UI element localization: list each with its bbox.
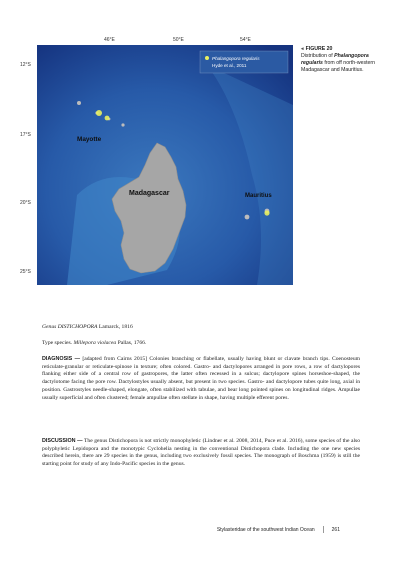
- diagnosis-body: [adapted from Cairns 2015] Colonies branching or flabellate, usually having blunt or clavate branch tips. Coenosteum reticulate-granular or reticulate-spinose in texture; often colored. Gastro- and dactylopores arranged in pore rows, a row of dactylopores flanking either side of a central row of gastropores, the latter often recessed in a sulcus; dactylopore spines horseshoe-shaped, the dactylotome facing the pore row. Dactylostyles usually absent, but present in two species. Gastro- and dactylopore tubes quite long, axial in position. Gastrostyles needle-shaped, elongate, often stabilized with tabulae, and bear long pointed spines on longitudinal ridges. Ampullae usually superficial and often clustered; female ampullae often stellate in shape, having multiple efferent pores.: [42, 356, 360, 401]
- latitude-tick: 12°S: [20, 62, 31, 68]
- legend-marker: [205, 56, 209, 60]
- label-madagascar: Madagascar: [129, 190, 170, 197]
- page-number: 261: [331, 526, 340, 533]
- latitude-tick: 20°S: [20, 200, 31, 206]
- running-title: Stylasteridae of the southwest Indian Ocean: [216, 526, 315, 533]
- latitude-tick: 25°S: [20, 269, 31, 275]
- caption-text: from off north-western Madagascar and Mauritius.: [301, 60, 376, 73]
- island: [245, 215, 250, 220]
- legend-text: Phalangopora regularis: [212, 56, 260, 61]
- caption-text: Distribution of: [301, 53, 333, 59]
- discussion-body: The genus Distichopora is not strictly monophyletic (Lindner et al. 2008, 2014, Puce et al. 2016), some species of the also polyphyletic Lepidopora and the monotypic Cyclohelia nesting in the conventional Distichopora clade. Including the one new species described herein, there are 29 species in the genus, including two exclusively fossil species. The monograph of Boschma (1959) is still the starting point for study of any Indo-Pacific species in the genus.: [42, 438, 360, 468]
- map-graphic: [37, 45, 293, 285]
- page-footer: [217, 526, 340, 533]
- figure-caption: [301, 46, 391, 74]
- genus-name: Genus DISTICHOPORA: [42, 324, 98, 330]
- label-mauritius: Mauritius: [245, 193, 272, 199]
- discussion-paragraph: [42, 438, 360, 469]
- island: [77, 101, 81, 105]
- genus-author: Lamarck, 1816: [98, 324, 133, 330]
- latitude-tick: 17°S: [20, 132, 31, 138]
- longitude-tick: 54°E: [240, 37, 251, 43]
- discussion-head: DISCUSSION —: [42, 438, 83, 444]
- caption-species: Phalangopora regularis: [301, 53, 369, 66]
- island: [121, 123, 124, 126]
- record-point: [105, 116, 110, 121]
- longitude-tick: 46°E: [104, 37, 115, 43]
- legend-text: Hyde et al., 2011: [212, 63, 247, 68]
- type-species: Type species. Millepora violacea Pallas, 1766.: [42, 340, 147, 346]
- label-mayotte: Mayotte: [77, 136, 102, 143]
- caption-heading: ◂ FIGURE 20: [301, 46, 333, 52]
- record-point: [96, 110, 102, 116]
- diagnosis-paragraph: [42, 356, 360, 402]
- diagnosis-head: DIAGNOSIS —: [42, 356, 81, 362]
- record-point: [264, 210, 269, 215]
- distribution-map: [37, 45, 293, 285]
- longitude-tick: 50°E: [173, 37, 184, 43]
- legend-box: [200, 51, 288, 73]
- genus-heading: [42, 324, 360, 332]
